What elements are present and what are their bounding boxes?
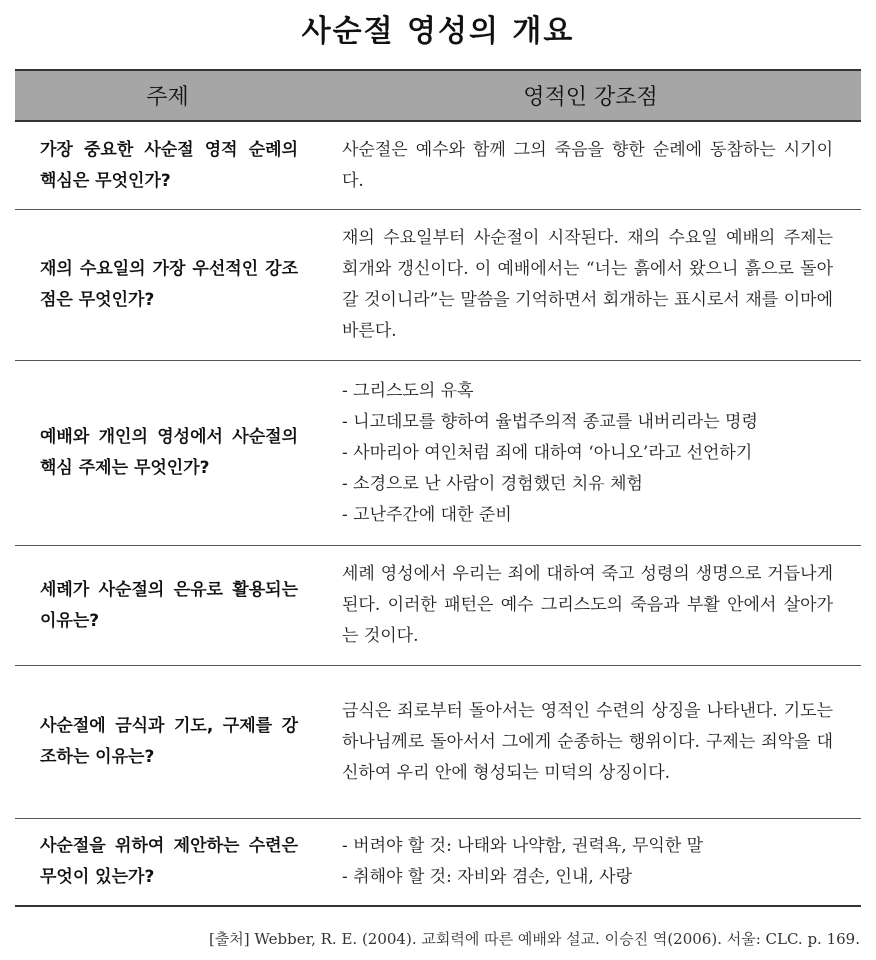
table-header-row bbox=[15, 70, 861, 121]
header-topic: 주제 bbox=[15, 70, 320, 121]
list-item: - 버려야 할 것: 나태와 나약함, 권력욕, 무익한 말 bbox=[342, 836, 704, 856]
row-question: 사순절을 위하여 제안하는 수련은 무엇이 있는가? bbox=[15, 819, 320, 907]
list-item: - 그리스도의 유혹 bbox=[342, 380, 474, 401]
row-answer bbox=[320, 546, 861, 666]
table-row bbox=[15, 819, 861, 907]
list-item: - 취해야 할 것: 자비와 겸손, 인내, 사랑 bbox=[342, 867, 633, 887]
row-question: 예배와 개인의 영성에서 사순절의 핵심 주제는 무엇인가? bbox=[15, 361, 320, 546]
table-row bbox=[15, 546, 861, 666]
table-row bbox=[15, 666, 861, 819]
source-citation: [출처] Webber, R. E. (2004). 교회력에 따른 예배와 설교. 이승진 역(2006). 서울: CLC. p. 169. bbox=[208, 930, 860, 948]
row-answer bbox=[320, 819, 861, 907]
row-question: 가장 중요한 사순절 영적 순례의 핵심은 무엇인가? bbox=[15, 121, 320, 210]
table-row bbox=[15, 361, 861, 546]
row-answer bbox=[320, 361, 861, 546]
answer-text: 금식은 죄로부터 돌아서는 영적인 수련의 상징을 나타낸다. 기도는 하나님께로 돌아서서 그에게 순종하는 행위이다. 구제는 죄악을 대신하여 우리 안에 형성되는 미덕의 상징이다. bbox=[342, 700, 833, 783]
row-answer bbox=[320, 121, 861, 210]
header-emphasis: 영적인 강조점 bbox=[320, 70, 861, 121]
page-title: 사순절 영성의 개요 bbox=[301, 14, 575, 49]
row-answer bbox=[320, 666, 861, 819]
bullet-list bbox=[342, 376, 833, 531]
answer-text: 재의 수요일부터 사순절이 시작된다. 재의 수요일 예배의 주제는 회개와 갱신이다. 이 예배에서는 “너는 흙에서 왔으니 흙으로 돌아갈 것이니라”는 말씀을 기억하면서 회개하는 표시로서 재를 이마에 바른다. bbox=[342, 228, 833, 341]
row-question: 사순절에 금식과 기도, 구제를 강조하는 이유는? bbox=[15, 666, 320, 819]
lent-overview-table bbox=[15, 69, 861, 907]
table-row bbox=[15, 210, 861, 361]
list-item: - 니고데모를 향하여 율법주의적 종교를 내버리라는 명령 bbox=[342, 411, 758, 432]
answer-text: 사순절은 예수와 함께 그의 죽음을 향한 순례에 동참하는 시기이다. bbox=[342, 139, 833, 191]
row-question: 재의 수요일의 가장 우선적인 강조점은 무엇인가? bbox=[15, 210, 320, 361]
answer-text: 세례 영성에서 우리는 죄에 대하여 죽고 성령의 생명으로 거듭나게 된다. 이러한 패턴은 예수 그리스도의 죽음과 부활 안에서 살아가는 것이다. bbox=[342, 564, 833, 646]
bullet-list bbox=[342, 831, 833, 893]
row-question: 세례가 사순절의 은유로 활용되는 이유는? bbox=[15, 546, 320, 666]
list-item: - 소경으로 난 사람이 경험했던 치유 체험 bbox=[342, 473, 643, 494]
list-item: - 고난주간에 대한 준비 bbox=[342, 504, 512, 525]
table-row bbox=[15, 121, 861, 210]
list-item: - 사마리아 여인처럼 죄에 대하여 ‘아니오’라고 선언하기 bbox=[342, 442, 753, 463]
row-answer bbox=[320, 210, 861, 361]
